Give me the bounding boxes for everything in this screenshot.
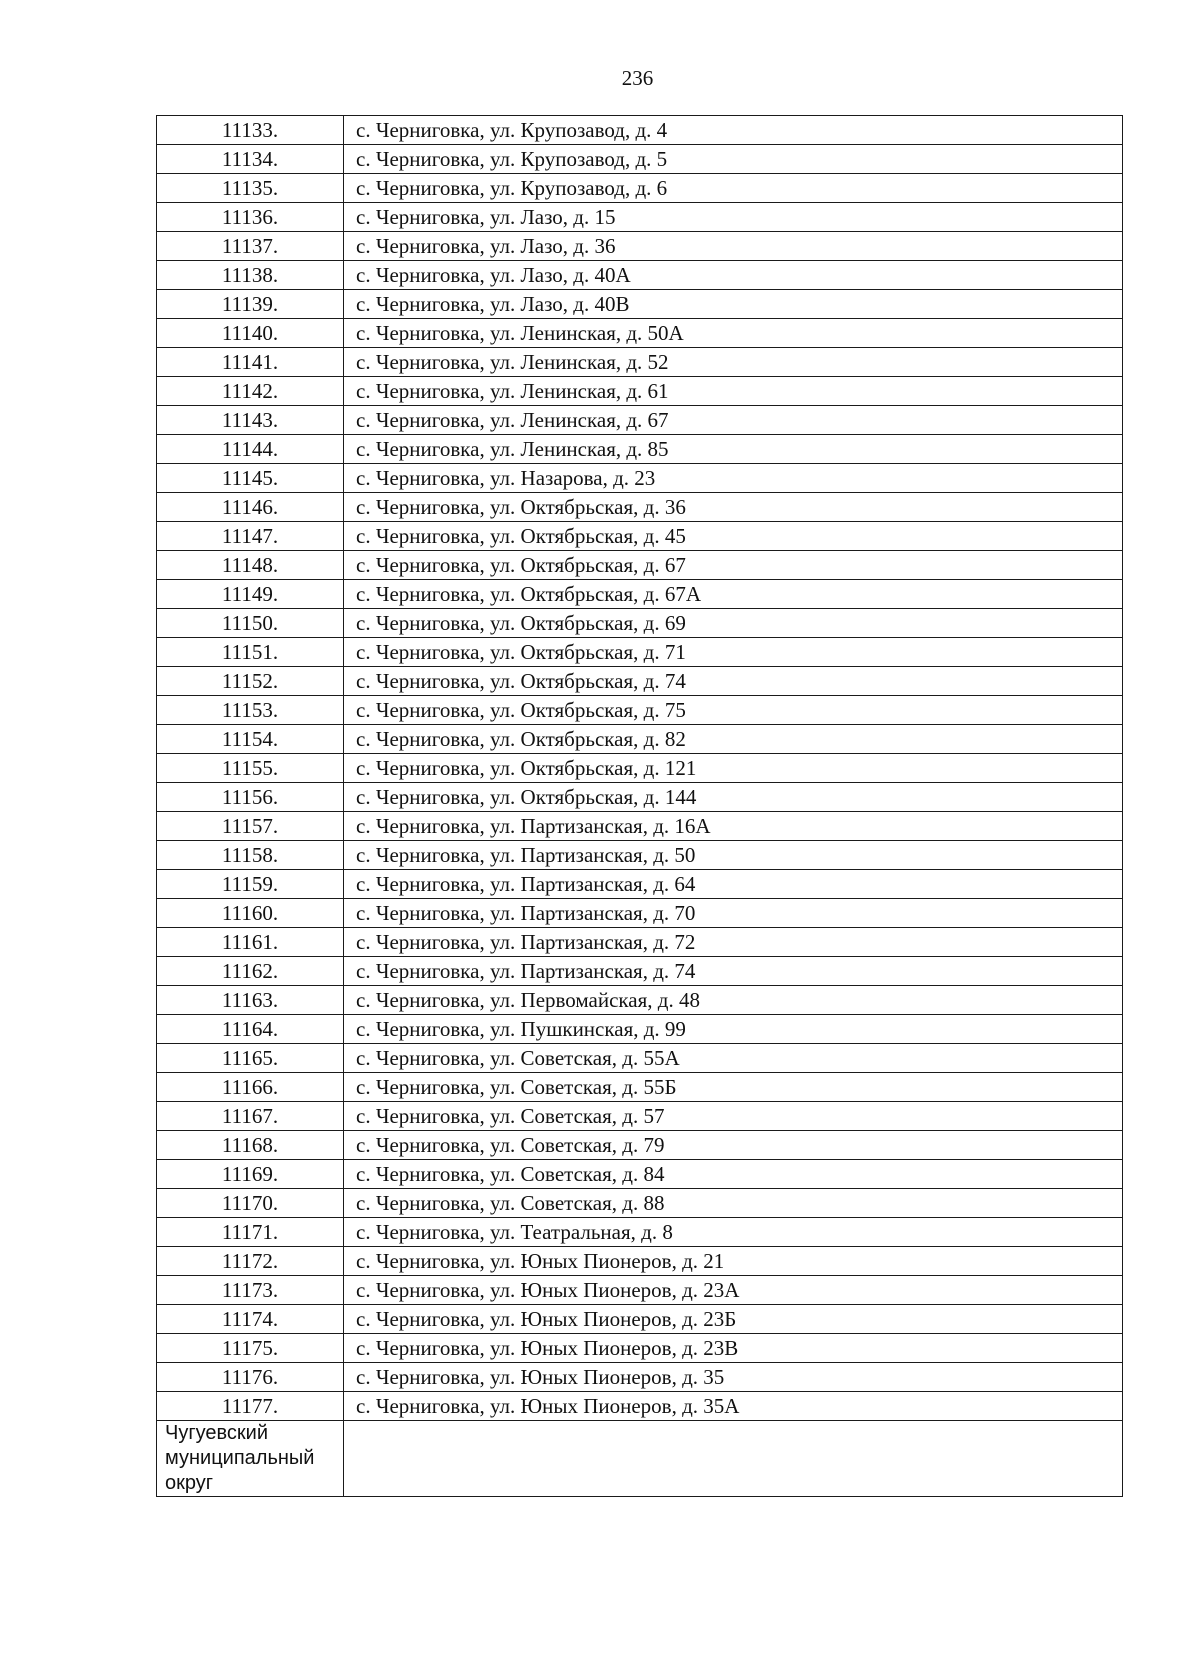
table-row <box>157 957 1123 986</box>
address-cell: с. Черниговка, ул. Советская, д. 79 <box>344 1131 1123 1160</box>
table-row <box>157 1160 1123 1189</box>
row-number-cell: 11148. <box>157 551 344 580</box>
address-cell: с. Черниговка, ул. Октябрьская, д. 82 <box>344 725 1123 754</box>
address-cell: с. Черниговка, ул. Октябрьская, д. 75 <box>344 696 1123 725</box>
address-cell: с. Черниговка, ул. Лазо, д. 40В <box>344 290 1123 319</box>
address-cell: с. Черниговка, ул. Лазо, д. 36 <box>344 232 1123 261</box>
address-cell: с. Черниговка, ул. Советская, д. 55Б <box>344 1073 1123 1102</box>
row-number-cell: 11165. <box>157 1044 344 1073</box>
row-number-cell: 11143. <box>157 406 344 435</box>
address-cell: с. Черниговка, ул. Юных Пионеров, д. 21 <box>344 1247 1123 1276</box>
address-cell: с. Черниговка, ул. Октябрьская, д. 67 <box>344 551 1123 580</box>
table-row <box>157 203 1123 232</box>
address-cell: с. Черниговка, ул. Ленинская, д. 85 <box>344 435 1123 464</box>
row-number-cell: 11149. <box>157 580 344 609</box>
table-row <box>157 928 1123 957</box>
address-table <box>156 115 1123 1497</box>
row-number-cell: 11163. <box>157 986 344 1015</box>
row-number-cell: 11154. <box>157 725 344 754</box>
address-cell: с. Черниговка, ул. Первомайская, д. 48 <box>344 986 1123 1015</box>
table-row <box>157 174 1123 203</box>
address-cell: с. Черниговка, ул. Советская, д. 84 <box>344 1160 1123 1189</box>
address-cell: с. Черниговка, ул. Ленинская, д. 50А <box>344 319 1123 348</box>
table-row <box>157 522 1123 551</box>
region-address-cell <box>344 1421 1123 1497</box>
row-number-cell: 11164. <box>157 1015 344 1044</box>
row-number-cell: 11157. <box>157 812 344 841</box>
table-row <box>157 870 1123 899</box>
row-number-cell: 11152. <box>157 667 344 696</box>
table-row <box>157 638 1123 667</box>
address-cell: с. Черниговка, ул. Ленинская, д. 52 <box>344 348 1123 377</box>
row-number-cell: 11166. <box>157 1073 344 1102</box>
address-cell: с. Черниговка, ул. Партизанская, д. 50 <box>344 841 1123 870</box>
row-number-cell: 11171. <box>157 1218 344 1247</box>
row-number-cell: 11173. <box>157 1276 344 1305</box>
address-cell: с. Черниговка, ул. Октябрьская, д. 74 <box>344 667 1123 696</box>
table-row <box>157 116 1123 145</box>
row-number-cell: 11134. <box>157 145 344 174</box>
row-number-cell: 11174. <box>157 1305 344 1334</box>
row-number-cell: 11172. <box>157 1247 344 1276</box>
row-number-cell: 11162. <box>157 957 344 986</box>
table-row <box>157 986 1123 1015</box>
row-number-cell: 11170. <box>157 1189 344 1218</box>
address-cell: с. Черниговка, ул. Советская, д. 57 <box>344 1102 1123 1131</box>
row-number-cell: 11177. <box>157 1392 344 1421</box>
row-number-cell: 11140. <box>157 319 344 348</box>
row-number-cell: 11168. <box>157 1131 344 1160</box>
table-row <box>157 1276 1123 1305</box>
table-row <box>157 1131 1123 1160</box>
address-cell: с. Черниговка, ул. Партизанская, д. 72 <box>344 928 1123 957</box>
address-cell: с. Черниговка, ул. Партизанская, д. 74 <box>344 957 1123 986</box>
row-number-cell: 11139. <box>157 290 344 319</box>
table-row <box>157 406 1123 435</box>
address-cell: с. Черниговка, ул. Ленинская, д. 67 <box>344 406 1123 435</box>
row-number-cell: 11151. <box>157 638 344 667</box>
address-cell: с. Черниговка, ул. Назарова, д. 23 <box>344 464 1123 493</box>
row-number-cell: 11150. <box>157 609 344 638</box>
row-number-cell: 11156. <box>157 783 344 812</box>
row-number-cell: 11137. <box>157 232 344 261</box>
address-cell: с. Черниговка, ул. Юных Пионеров, д. 23В <box>344 1334 1123 1363</box>
address-cell: с. Черниговка, ул. Юных Пионеров, д. 35А <box>344 1392 1123 1421</box>
table-row <box>157 145 1123 174</box>
table-row <box>157 1044 1123 1073</box>
row-number-cell: 11142. <box>157 377 344 406</box>
address-cell: с. Черниговка, ул. Октябрьская, д. 71 <box>344 638 1123 667</box>
address-cell: с. Черниговка, ул. Лазо, д. 15 <box>344 203 1123 232</box>
table-row <box>157 841 1123 870</box>
row-number-cell: 11175. <box>157 1334 344 1363</box>
row-number-cell: 11141. <box>157 348 344 377</box>
table-row <box>157 1305 1123 1334</box>
region-label-cell: Чугуевский муниципальный округ <box>157 1421 344 1497</box>
address-cell: с. Черниговка, ул. Ленинская, д. 61 <box>344 377 1123 406</box>
address-cell: с. Черниговка, ул. Крупозавод, д. 4 <box>344 116 1123 145</box>
address-cell: с. Черниговка, ул. Партизанская, д. 64 <box>344 870 1123 899</box>
address-cell: с. Черниговка, ул. Лазо, д. 40А <box>344 261 1123 290</box>
table-row <box>157 435 1123 464</box>
table-row <box>157 1073 1123 1102</box>
table-row <box>157 667 1123 696</box>
table-row <box>157 1392 1123 1421</box>
address-cell: с. Черниговка, ул. Крупозавод, д. 6 <box>344 174 1123 203</box>
address-cell: с. Черниговка, ул. Октябрьская, д. 144 <box>344 783 1123 812</box>
table-row <box>157 319 1123 348</box>
table-row <box>157 261 1123 290</box>
address-cell: с. Черниговка, ул. Советская, д. 88 <box>344 1189 1123 1218</box>
table-row <box>157 348 1123 377</box>
address-cell: с. Черниговка, ул. Октябрьская, д. 45 <box>344 522 1123 551</box>
table-row <box>157 1247 1123 1276</box>
address-cell: с. Черниговка, ул. Юных Пионеров, д. 23Б <box>344 1305 1123 1334</box>
address-cell: с. Черниговка, ул. Партизанская, д. 16А <box>344 812 1123 841</box>
address-cell: с. Черниговка, ул. Октябрьская, д. 69 <box>344 609 1123 638</box>
table-row <box>157 1189 1123 1218</box>
row-number-cell: 11167. <box>157 1102 344 1131</box>
table-row <box>157 725 1123 754</box>
row-number-cell: 11136. <box>157 203 344 232</box>
row-number-cell: 11169. <box>157 1160 344 1189</box>
row-number-cell: 11138. <box>157 261 344 290</box>
table-row <box>157 377 1123 406</box>
table-row <box>157 493 1123 522</box>
row-number-cell: 11159. <box>157 870 344 899</box>
table-row <box>157 783 1123 812</box>
row-number-cell: 11176. <box>157 1363 344 1392</box>
address-cell: с. Черниговка, ул. Пушкинская, д. 99 <box>344 1015 1123 1044</box>
table-row <box>157 696 1123 725</box>
address-cell: с. Черниговка, ул. Юных Пионеров, д. 35 <box>344 1363 1123 1392</box>
table-row <box>157 1015 1123 1044</box>
address-cell: с. Черниговка, ул. Юных Пионеров, д. 23А <box>344 1276 1123 1305</box>
table-row <box>157 812 1123 841</box>
page-number: 236 <box>621 66 654 90</box>
table-row <box>157 1102 1123 1131</box>
address-cell: с. Черниговка, ул. Октябрьская, д. 67А <box>344 580 1123 609</box>
table-row <box>157 290 1123 319</box>
address-cell: с. Черниговка, ул. Театральная, д. 8 <box>344 1218 1123 1247</box>
table-row <box>157 609 1123 638</box>
table-row <box>157 580 1123 609</box>
table-row <box>157 464 1123 493</box>
table-row <box>157 1218 1123 1247</box>
region-row <box>157 1421 1123 1497</box>
row-number-cell: 11147. <box>157 522 344 551</box>
table-row <box>157 551 1123 580</box>
row-number-cell: 11155. <box>157 754 344 783</box>
address-cell: с. Черниговка, ул. Крупозавод, д. 5 <box>344 145 1123 174</box>
row-number-cell: 11145. <box>157 464 344 493</box>
address-cell: с. Черниговка, ул. Октябрьская, д. 36 <box>344 493 1123 522</box>
row-number-cell: 11160. <box>157 899 344 928</box>
row-number-cell: 11158. <box>157 841 344 870</box>
address-cell: с. Черниговка, ул. Советская, д. 55А <box>344 1044 1123 1073</box>
row-number-cell: 11144. <box>157 435 344 464</box>
row-number-cell: 11153. <box>157 696 344 725</box>
row-number-cell: 11133. <box>157 116 344 145</box>
address-table-body <box>157 116 1123 1497</box>
row-number-cell: 11135. <box>157 174 344 203</box>
address-cell: с. Черниговка, ул. Партизанская, д. 70 <box>344 899 1123 928</box>
address-cell: с. Черниговка, ул. Октябрьская, д. 121 <box>344 754 1123 783</box>
row-number-cell: 11161. <box>157 928 344 957</box>
row-number-cell: 11146. <box>157 493 344 522</box>
table-row <box>157 232 1123 261</box>
table-row <box>157 899 1123 928</box>
table-row <box>157 754 1123 783</box>
table-row <box>157 1334 1123 1363</box>
table-row <box>157 1363 1123 1392</box>
